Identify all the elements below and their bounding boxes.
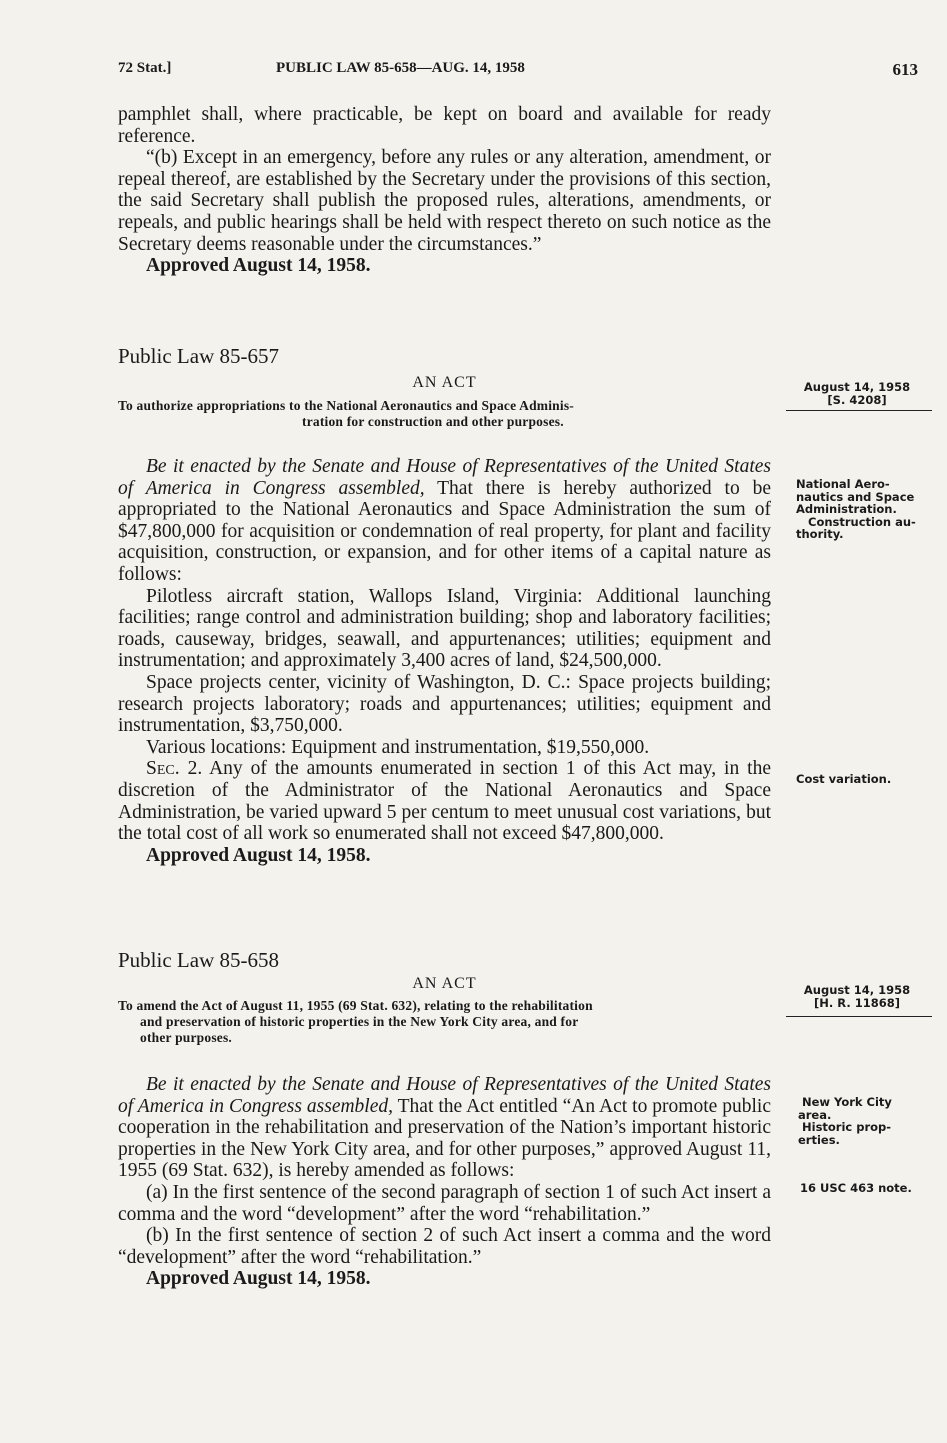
- continuation-block: [118, 104, 771, 277]
- purpose-clause-657: [118, 398, 771, 430]
- margin-note-usc: 16 USC 463 note.: [800, 1181, 912, 1195]
- margin-nyc-line-4: erties.: [798, 1132, 840, 1147]
- margin-note-date-657: [786, 381, 928, 406]
- margin-bill-657: [S. 4208]: [827, 392, 887, 407]
- section-2-text: Any of the amounts enumerated in section 1 of this Act may, in the discretion of the Administrator of the National Aeronautics and Space Administration, be varied upward 5 per centum to meet unusual cost variations, but the total cost of all work so enumerated shall not exceed $47,800,000.: [118, 758, 771, 845]
- paragraph-various-locations: Various locations: Equipment and instrumentation, $19,550,000.: [146, 736, 650, 758]
- margin-rule-657: [786, 410, 932, 411]
- purpose-657-line-1: To authorize appropriations to the National Aeronautics and Space Adminis-: [118, 398, 574, 413]
- continuation-paragraph-2: “(b) Except in an emergency, before any rules or any alteration, amendment, or repeal thereof, are established by the Secretary under the provisions of this section, the said Secretary shall publish the proposed rules, alterations, amendments, or repeals, and public hearings shall be held with respect thereto on such notice as the Secretary deems reasonable under the circumstances.”: [118, 147, 771, 255]
- law-658-body: [118, 1074, 771, 1290]
- public-law-85-658-heading: Public Law 85-658: [118, 948, 279, 972]
- margin-note-date-658: [786, 984, 928, 1009]
- enacting-clause-658: [118, 1074, 771, 1182]
- header-title: PUBLIC LAW 85-658—AUG. 14, 1958: [276, 60, 525, 76]
- margin-date-657: August 14, 1958: [803, 380, 911, 394]
- margin-construction-line-1: Construction au-: [808, 514, 916, 529]
- paragraph-pilotless-aircraft: Pilotless aircraft station, Wallops Island, Virginia: Additional launching facilities; range control and administration building; shop and laboratory facilities; roads, causeway, bridges, seawall, and appurtenances; utilities; equipment and instrumentation; and approximately 3,400 acres of land, $24,500,000.: [118, 585, 771, 672]
- margin-construction-line-2: thority.: [796, 527, 844, 541]
- enacting-clause-rest-657: That there is hereby authorized to be appropriated to the National Aeronautics and Space Administration the sum of $47,800,000 for acquisition or condemnation of real property, for plant and facility acquisition, construction, or expansion, and for other items of a capital nature as follows:: [118, 477, 772, 585]
- margin-date-658: August 14, 1958: [803, 983, 911, 997]
- approval-date-previous: Approved August 14, 1958.: [146, 255, 371, 277]
- continuation-paragraph-1: pamphlet shall, where practicable, be kept on board and available for ready reference.: [118, 104, 771, 147]
- margin-rule-658: [786, 1016, 932, 1017]
- purpose-658-line-2: and preservation of historic properties in the New York City area, and for: [140, 1014, 579, 1029]
- an-act-title-658: AN ACT: [412, 975, 477, 992]
- enacting-clause-italic-657: Be it enacted by the Senate and House of Representatives of the United States of America in Congress assembled,: [118, 456, 771, 499]
- margin-nyc-line-3: Historic prop-: [802, 1120, 892, 1134]
- margin-nyc-line-2: area.: [798, 1107, 832, 1122]
- paragraph-space-projects: Space projects center, vicinity of Washington, D. C.: Space projects building; research projects laboratory; roads and appurtenances; utilities; equipment and instrumentation, $3,750,000.: [118, 671, 771, 737]
- margin-nyc-line-1: New York City: [802, 1095, 892, 1109]
- section-2-paragraph: [118, 758, 771, 844]
- margin-note-nyc: [786, 1096, 944, 1146]
- margin-nasa-line-3: Administration.: [796, 502, 897, 516]
- enacting-clause-rest-658: That the Act entitled “An Act to promote public cooperation in the rehabilitation and preservation of the Nation’s important historic properties in the New York City area, and for other purposes,” approved August 11, 1955 (69 Stat. 632), is hereby amended as follows:: [118, 1095, 772, 1182]
- page-number: 613: [892, 60, 918, 79]
- purpose-clause-658: [118, 998, 771, 1046]
- paragraph-a: (a) In the first sentence of the second paragraph of section 1 of such Act insert a comma and the word “development” after the word “rehabilitation.”: [118, 1181, 771, 1225]
- law-657-body: [118, 456, 771, 866]
- running-header: [118, 60, 918, 86]
- an-act-title-657: AN ACT: [412, 374, 477, 391]
- enacting-clause-657: [118, 456, 771, 586]
- purpose-658-line-1: To amend the Act of August 11, 1955 (69 Stat. 632), relating to the rehabilitation: [118, 998, 593, 1013]
- paragraph-b: (b) In the first sentence of section 2 of such Act insert a comma and the word “development” after the word “rehabilitation.”: [118, 1225, 771, 1268]
- margin-nasa-line-2: nautics and Space: [796, 489, 915, 504]
- margin-bill-658: [H. R. 11868]: [814, 995, 900, 1010]
- enacting-clause-italic-658: Be it enacted by the Senate and House of Representatives of the United States of America in Congress assembled,: [118, 1074, 771, 1117]
- approval-date-658: Approved August 14, 1958.: [146, 1268, 371, 1290]
- statute-reference: 72 Stat.]: [118, 60, 172, 76]
- purpose-658-line-3: other purposes.: [140, 1030, 233, 1045]
- margin-note-cost-variation: Cost variation.: [796, 772, 892, 786]
- purpose-657-line-2: tration for construction and other purposes.: [302, 414, 564, 429]
- approval-date-657: Approved August 14, 1958.: [146, 844, 371, 866]
- margin-nasa-line-1: National Aero-: [796, 477, 890, 491]
- margin-note-nasa: [786, 478, 938, 541]
- section-2-label: Sec. 2.: [146, 758, 203, 780]
- public-law-85-657-heading: Public Law 85-657: [118, 344, 279, 368]
